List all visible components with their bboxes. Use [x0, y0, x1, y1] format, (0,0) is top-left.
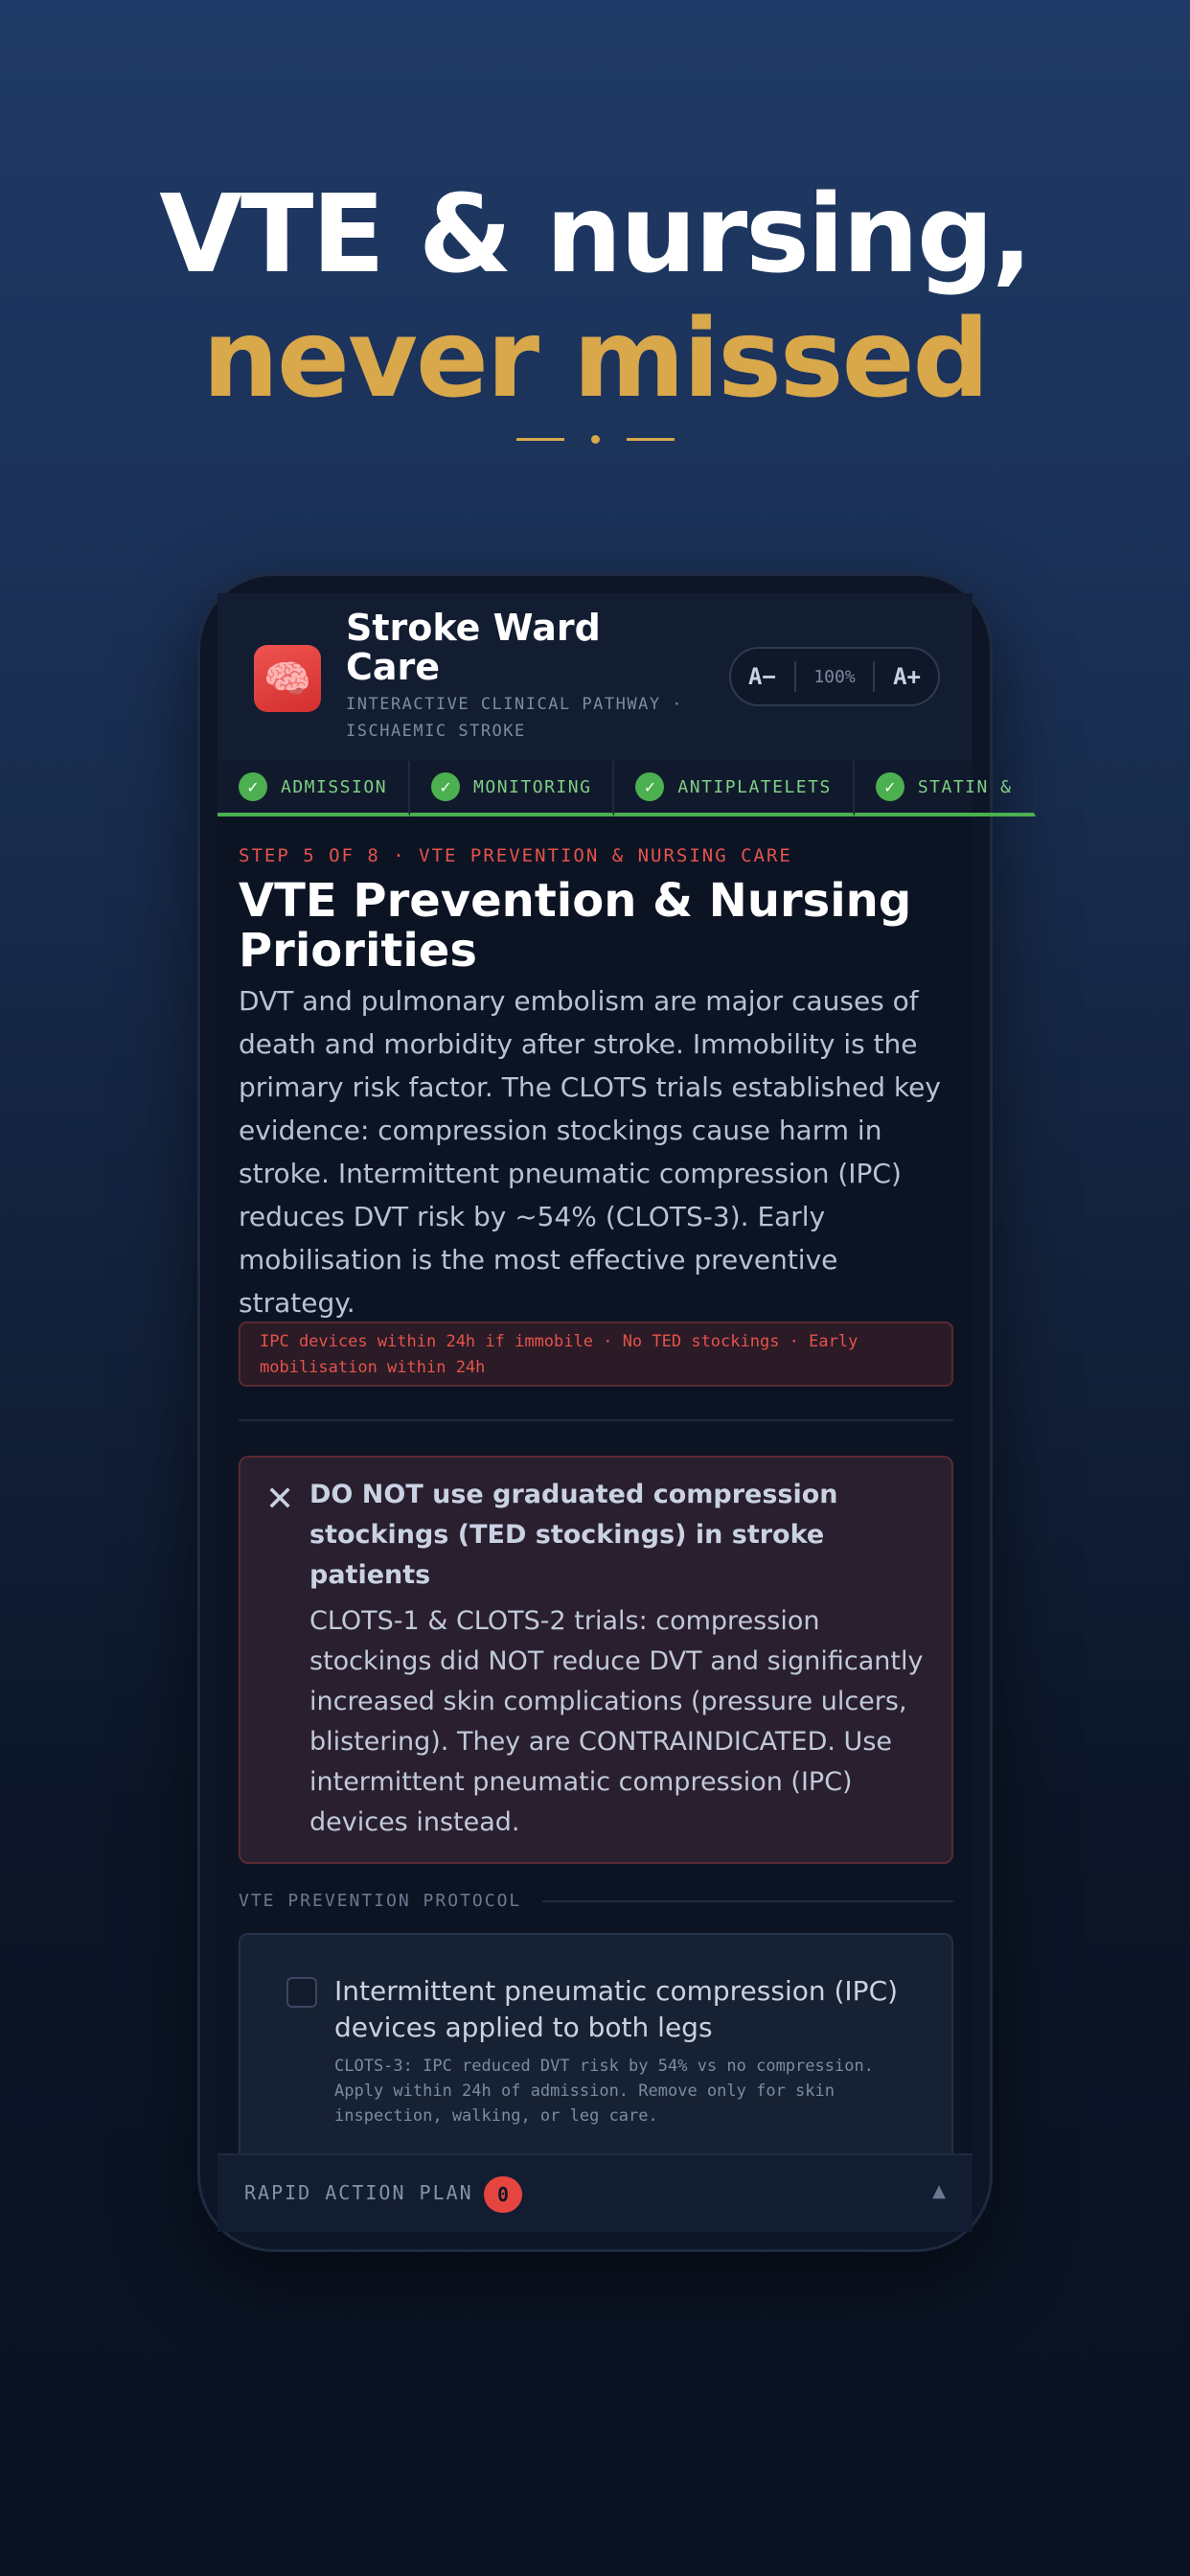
- tab-label: MONITORING: [473, 776, 592, 797]
- protocol-item-desc: CLOTS-3: IPC reduced DVT risk by 54% vs no compression. Apply within 24h of admission. Remove only for skin inspection, walking, or leg care.: [334, 2057, 874, 2126]
- hero-divider: [0, 435, 1190, 444]
- phone-screen: [217, 593, 1013, 2232]
- protocol-item-title: Intermittent pneumatic compression (IPC) devices applied to both legs: [334, 1975, 899, 2043]
- tab-statin[interactable]: [855, 761, 1036, 816]
- hero-headline: [0, 172, 1190, 422]
- tab-label: STATIN &: [917, 776, 1013, 797]
- phone-frame: [197, 573, 1013, 2252]
- hero-line-2: never missed: [202, 297, 988, 422]
- warning-body: CLOTS-1 & CLOTS-2 trials: compression stockings did NOT reduce DVT and significantly increased skin complications (pressure ulcers, blistering). They are CONTRAINDICATED. Use intermittent pneumatic compression (IPC) devices instead.: [309, 1606, 924, 1837]
- divider-line-right: [627, 438, 675, 441]
- chevron-up-icon[interactable]: ▲: [932, 2181, 946, 2201]
- brain-icon: 🧠: [254, 645, 321, 712]
- font-decrease-button[interactable]: A−: [748, 663, 776, 690]
- check-icon: ✓: [876, 772, 904, 801]
- check-icon: ✓: [635, 772, 664, 801]
- rapid-action-plan-bar[interactable]: [217, 2153, 973, 2232]
- step-title: VTE Prevention & Nursing Priorities: [239, 874, 912, 978]
- font-size-control: [729, 647, 940, 706]
- app-subtitle: INTERACTIVE CLINICAL PATHWAY · ISCHAEMIC STROKE: [346, 695, 684, 741]
- font-control-separator: [794, 661, 796, 692]
- check-icon: ✓: [239, 772, 267, 801]
- font-control-separator: [873, 661, 875, 692]
- protocol-heading-line: [542, 1900, 953, 1902]
- warning-title: DO NOT use graduated compression stockings (TED stockings) in stroke patients: [309, 1480, 838, 1590]
- rapid-action-plan-label: RAPID ACTION PLAN: [244, 2181, 473, 2204]
- step-tabs: [217, 761, 1013, 816]
- divider-dot: [591, 435, 600, 444]
- step-label: STEP 5 OF 8 · VTE PREVENTION & NURSING CARE: [239, 845, 792, 866]
- tab-label: ANTIPLATELETS: [677, 776, 832, 797]
- zoom-level: 100%: [813, 666, 856, 687]
- app-title: Stroke Ward Care: [346, 607, 601, 688]
- protocol-heading: [239, 1891, 953, 1911]
- key-points-box: IPC devices within 24h if immobile · No TED stockings · Early mobilisation within 24h: [239, 1322, 953, 1387]
- protocol-item-checkbox[interactable]: [286, 1977, 317, 2008]
- protocol-heading-text: VTE PREVENTION PROTOCOL: [239, 1891, 522, 1911]
- section-divider: [239, 1419, 953, 1421]
- step-description: DVT and pulmonary embolism are major causes of death and morbidity after stroke. Immobility is the primary risk factor. The CLOTS trials established key evidence: compression stockings cause harm in stroke. Intermittent pneumatic compression (IPC) reduces DVT risk by ~54% (CLOTS-3). Early mobilisation is the most effective preventive strategy.: [239, 985, 941, 1319]
- close-icon: ✕: [265, 1480, 295, 1519]
- tab-label: ADMISSION: [281, 776, 388, 797]
- app-header: [217, 593, 973, 761]
- font-increase-button[interactable]: A+: [893, 663, 921, 690]
- step-content[interactable]: [217, 816, 973, 2153]
- check-icon: ✓: [431, 772, 460, 801]
- contraindication-warning: [239, 1456, 953, 1864]
- tab-admission[interactable]: [217, 761, 410, 816]
- tab-monitoring[interactable]: [410, 761, 614, 816]
- action-count-badge: 0: [484, 2176, 522, 2213]
- tab-antiplatelets[interactable]: [614, 761, 854, 816]
- hero-line-1: VTE & nursing,: [159, 172, 1031, 297]
- divider-line-left: [516, 438, 564, 441]
